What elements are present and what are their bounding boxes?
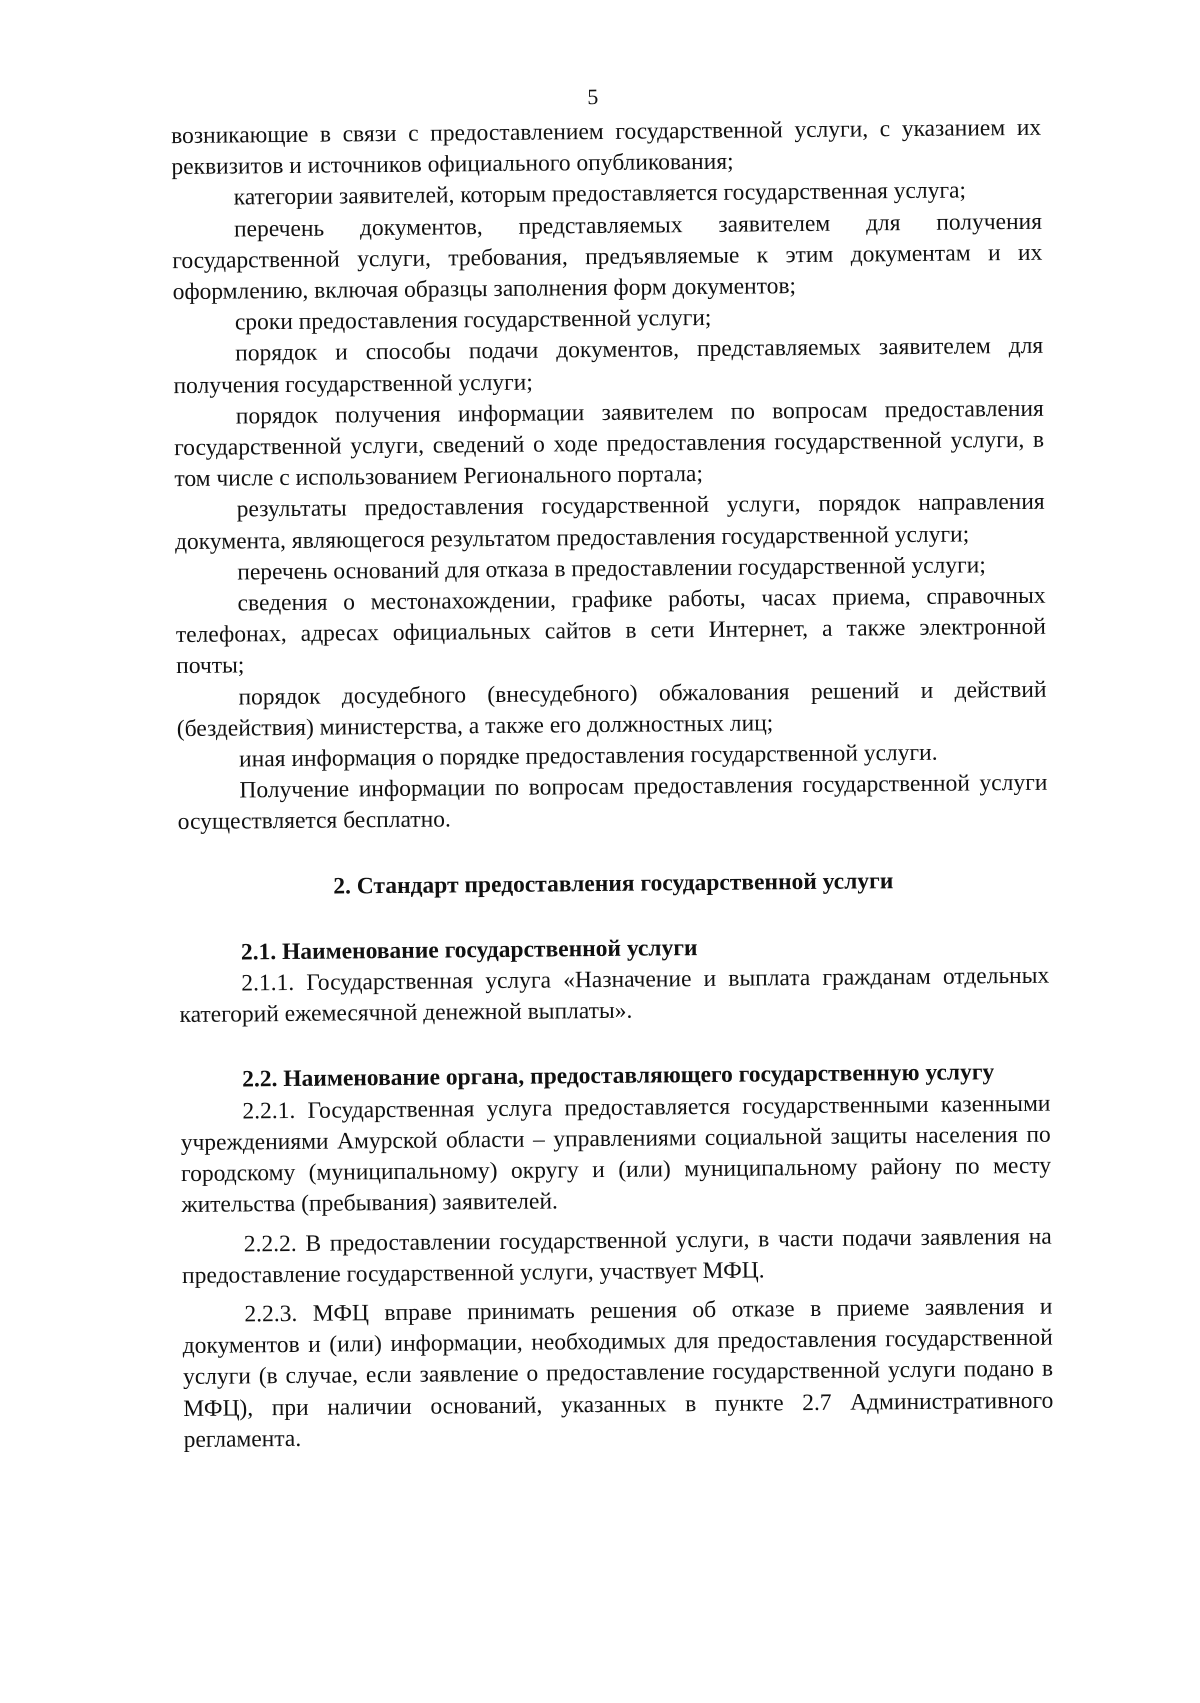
subsection-heading: 2.1. Наименование государственной услуги — [240, 934, 698, 966]
paragraph: возникающие в связи с предоставлением государственной услуги, с указанием их реквизитов и источников официального опубликования; — [171, 114, 1042, 181]
paragraph: перечень документов, представляемых заявителем для получения государственной услуги, требования, предъявляемые к этим документам и их оформлению, включая образцы заполнения форм документов; — [172, 208, 1043, 306]
document-body — [171, 113, 1054, 1456]
paragraph: 2.2.3. МФЦ вправе принимать решения об отказе в приеме заявления и документов и (или) информации, необходимых для предоставления государственной услуги (в случае, если заявление о предоставление государственной услуги подано в МФЦ), при наличии оснований, указанных в пункте 2.7 Административного регламента. — [182, 1293, 1054, 1453]
paragraph: перечень оснований для отказа в предоставлении государственной услуги; — [237, 552, 986, 586]
paragraph: порядок и способы подачи документов, представляемых заявителем для получения государственной услуги; — [173, 333, 1044, 399]
paragraph: сроки предоставления государственной услуги; — [234, 305, 712, 336]
paragraph: 2.1.1. Государственная услуга «Назначение и выплата гражданам отдельных категорий ежемесячной денежной выплаты». — [179, 962, 1050, 1029]
subsection-heading: 2.2. Наименование органа, предоставляющего государственную услугу — [242, 1059, 995, 1093]
paragraph: 2.2.2. В предоставлении государственной услуги, в части подачи заявления на предоставление государственной услуги, участвует МФЦ. — [181, 1223, 1052, 1289]
paragraph: 2.2.1. Государственная услуга предоставляется государственными казенными учреждениями Амурской области – управлениями социальной защиты населения по городскому (муниципальному) округу и (или) муниципальному району по месту жительства (пребывания) заявителей. — [180, 1090, 1052, 1219]
paragraph: порядок досудебного (внесудебного) обжалования решений и действий (бездействия) министерства, а также его должностных лиц; — [176, 676, 1047, 742]
paragraph: категории заявителей, которым предоставляется государственная услуга; — [233, 177, 967, 211]
paragraph: Получение информации по вопросам предоставления государственной услуги осуществляется бесплатно. — [177, 769, 1048, 836]
paragraph: порядок получения информации заявителем по вопросам предоставления государственной услуги, сведений о ходе предоставления государственной услуги, в том числе с использованием Регионального портала; — [173, 395, 1045, 493]
section-heading: 2. Стандарт предоставления государственной услуги — [333, 867, 894, 900]
page-number: 5 — [587, 83, 599, 110]
paragraph: сведения о местонахождении, графике работы, часах приема, справочных телефонах, адресах официальных сайтов в сети Интернет, а также электронной почты; — [175, 582, 1047, 680]
paragraph: результаты предоставления государственной услуги, порядок направления документа, являющегося результатом предоставления государственной услуги; — [174, 489, 1045, 555]
paragraph: иная информация о порядке предоставления государственной услуги. — [238, 739, 938, 773]
